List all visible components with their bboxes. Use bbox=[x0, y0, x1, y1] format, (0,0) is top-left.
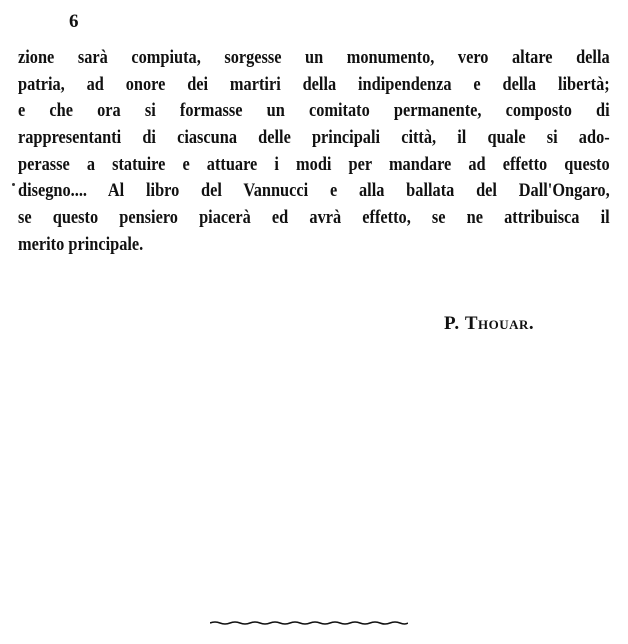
signature-surname: Thouar. bbox=[464, 313, 535, 334]
text-line: perasse a statuire e attuare i modi per mandare ad effetto questo bbox=[18, 153, 610, 175]
signature-initial: P. bbox=[444, 313, 460, 334]
text-line: merito principale. bbox=[18, 233, 144, 255]
margin-dot bbox=[12, 183, 15, 186]
body-text bbox=[18, 45, 610, 259]
text-line: rappresentanti di ciascuna delle principali città, il quale si ado- bbox=[18, 127, 610, 149]
text-line: e che ora si formasse un comitato permanente, composto di bbox=[18, 100, 610, 122]
signature bbox=[444, 312, 534, 336]
text-line: zione sarà compiuta, sorgesse un monumento, vero altare della bbox=[18, 47, 610, 68]
page-number: 6 bbox=[69, 11, 79, 32]
text-line: patria, ad onore dei martiri della indipendenza e della libertà; bbox=[18, 73, 610, 95]
text-line: disegno.... Al libro del Vannucci e alla ballata del Dall'Ongaro, bbox=[18, 180, 610, 202]
text-line: se questo pensiero piacerà ed avrà effetto, se ne attribuisca il bbox=[18, 207, 610, 229]
decorative-rule bbox=[210, 620, 408, 626]
